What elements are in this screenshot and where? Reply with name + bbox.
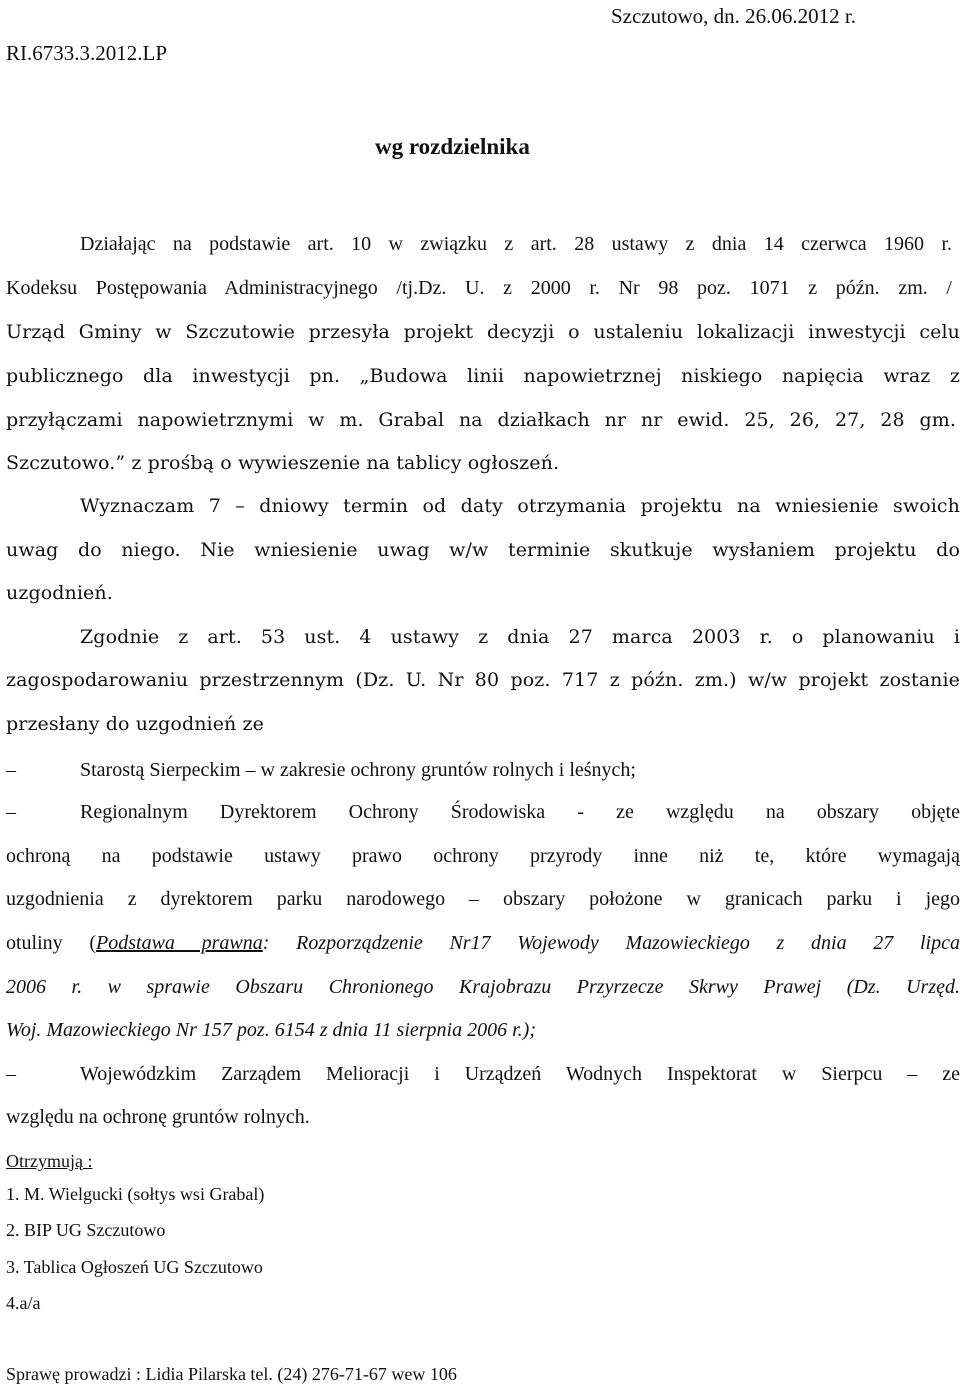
deadline-line-1: Wyznaczam 7 – dniowy termin od daty otrzymania projektu na wniesienie swoich: [80, 495, 960, 517]
place-date: Szczutowo, dn. 26.06.2012 r.: [611, 4, 856, 28]
legal-line-3: przesłany do uzgodnień ze: [6, 713, 264, 735]
otuliny-text: otuliny (: [6, 932, 97, 954]
intro-line-6: Szczutowo.” z prośbą o wywieszenie na tablicy ogłoszeń.: [6, 452, 560, 474]
intro-line-4: publicznego dla inwestycji pn. „Budowa linii napowietrznej niskiego napięcia wraz z: [6, 365, 960, 387]
list-item-wzmiuw-line-2: względu na ochronę gruntów rolnych.: [6, 1106, 310, 1128]
list-item-rdos-line-2: ochroną na podstawie ustawy prawo ochrony przyrody inne niż te, które wymagają: [6, 845, 960, 867]
legal-line-2: zagospodarowaniu przestrzennym (Dz. U. Nr 80 poz. 717 z późn. zm.) w/w projekt zostanie: [6, 669, 960, 691]
recipient-2: 2. BIP UG Szczutowo: [6, 1220, 166, 1240]
recipient-3: 3. Tablica Ogłoszeń UG Szczutowo: [6, 1257, 263, 1277]
deadline-line-3: uzgodnień.: [6, 582, 113, 604]
list-item-starosta: Starostą Sierpeckim – w zakresie ochrony gruntów rolnych i leśnych;: [80, 759, 636, 781]
recipient-4: 4.a/a: [6, 1293, 41, 1313]
intro-line-1: Działając na podstawie art. 10 w związku z art. 28 ustawy z dnia 14 czerwca 1960 r.: [80, 233, 952, 255]
legal-basis-label: Podstawa prawna: [96, 932, 263, 954]
list-item-wzmiuw-line-1: Wojewódzkim Zarządem Melioracji i Urządzeń Wodnych Inspektorat w Sierpcu – ze: [80, 1063, 960, 1085]
intro-line-3: Urząd Gminy w Szczutowie przesyła projekt decyzji o ustaleniu lokalizacji inwestycji celu: [6, 321, 960, 343]
list-item-rdos-line-1: Regionalnym Dyrektorem Ochrony Środowiska - ze względu na obszary objęte: [80, 801, 960, 823]
intro-line-5: przyłączami napowietrznymi w m. Grabal na działkach nr nr ewid. 25, 26, 27, 28 gm.: [6, 409, 956, 431]
list-dash-2: –: [6, 801, 16, 823]
legal-line-1: Zgodnie z art. 53 ust. 4 ustawy z dnia 27 marca 2003 r. o planowaniu i: [80, 626, 960, 648]
list-item-rdos-line-4: [6, 931, 960, 955]
reference-number: RI.6733.3.2012.LP: [6, 41, 168, 65]
intro-line-2: Kodeksu Postępowania Administracyjnego /tj.Dz. U. z 2000 r. Nr 98 poz. 1071 z późn. zm. /: [6, 277, 952, 299]
list-item-rdos-line-6: Woj. Mazowieckiego Nr 157 poz. 6154 z dnia 11 sierpnia 2006 r.);: [6, 1019, 536, 1041]
list-dash-1: –: [6, 759, 16, 781]
list-item-rdos-line-5: 2006 r. w sprawie Obszaru Chronionego Krajobrazu Przyrzecze Skrwy Prawej (Dz. Urzęd.: [6, 976, 960, 998]
recipients-heading: Otrzymują :: [6, 1151, 93, 1171]
addressee: wg rozdzielnika: [375, 134, 530, 159]
case-handler-footer: Sprawę prowadzi : Lidia Pilarska tel. (24) 276-71-67 wew 106: [6, 1364, 457, 1384]
deadline-line-2: uwag do niego. Nie wniesienie uwag w/w terminie skutkuje wysłaniem projektu do: [6, 539, 960, 561]
list-item-rdos-line-3: uzgodnienia z dyrektorem parku narodowego – obszary położone w granicach parku i jego: [6, 888, 960, 910]
recipient-1: 1. M. Wielgucki (sołtys wsi Grabal): [6, 1184, 265, 1204]
list-dash-3: –: [6, 1063, 16, 1085]
regulation-text: : Rozporządzenie Nr17 Wojewody Mazowieckiego z dnia 27 lipca: [262, 932, 960, 954]
